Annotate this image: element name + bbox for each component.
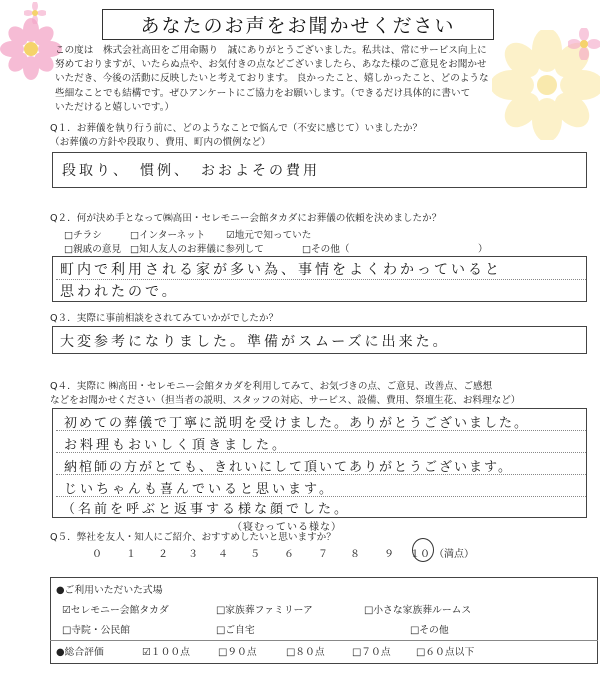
score-option-6[interactable]: ６ <box>284 549 294 560</box>
score-option-5[interactable]: ５ <box>250 549 260 560</box>
venue-option-home[interactable]: □ご自宅 <box>216 625 255 636</box>
rating-option-70[interactable]: □７０点 <box>352 647 391 658</box>
q4-answer-line: （名前を呼ぶと返事する様な顔でした。 <box>62 502 351 517</box>
pink-flower-icon <box>0 18 62 80</box>
q3-question: Q３．実際に事前相談をされてみていかがでしたか？ <box>50 313 279 324</box>
score-option-7[interactable]: ７ <box>318 549 328 560</box>
venue-heading: ●ご利用いただいた式場 <box>56 585 163 596</box>
q2-answer-line: 町内で利用される家が多い為、事情をよくわかっていると <box>60 262 502 278</box>
rating-heading: ●総合評価 <box>56 647 104 658</box>
q2-answer-line: 思われたので。 <box>60 284 179 300</box>
score-option-8[interactable]: ８ <box>350 549 360 560</box>
venue-option-temple[interactable]: □寺院・公民館 <box>62 625 131 636</box>
q1-answer: 段取り、 慣例、 おおよその費用 <box>62 163 320 179</box>
score-option-9[interactable]: ９ <box>384 549 394 560</box>
q2-option-other[interactable]: □その他（ <box>302 244 350 255</box>
q2-other-close: ） <box>478 244 488 255</box>
q2-option-internet[interactable]: □インターネット <box>130 230 206 241</box>
intro-line: この度は 株式会社高田をご用命賜り 誠にありがとうございました。私共は、常にサービス向上に <box>55 45 487 56</box>
q4-answer-line: 初めての葬儀で丁寧に説明を受けました。ありがとうございました。 <box>64 416 530 431</box>
intro-line: いただけると嬉しいです。） <box>55 101 175 113</box>
intro-line: 努めておりますが、いたらぬ点や、お気付きの点などございましたら、あなた様のご意見をお聞かせ <box>55 59 487 71</box>
rating-option-80[interactable]: □８０点 <box>286 647 325 658</box>
score-option-3[interactable]: ３ <box>188 549 198 560</box>
venue-option-takada[interactable]: ☑セレモニー会館タカダ <box>62 605 169 616</box>
intro-line: いただき、今後の活動に反映したいと考えております。 良かったこと、嬉しかったこと、どのような <box>55 73 489 85</box>
selected-score-circle <box>412 538 434 562</box>
q4-question: Q４．実際に ㈱高田・セレモニー会館タカダを利用してみて、お気づきの点、ご意見、改善点、ご感想 <box>50 381 493 392</box>
q1-hint: （お葬儀の方針や段取り、費用、町内の慣例など） <box>50 137 271 148</box>
venue-option-rooms[interactable]: □小さな家族葬ルームス <box>364 605 472 616</box>
pink-flower-right-icon <box>568 28 600 60</box>
rating-option-60-below[interactable]: □６０点以下 <box>416 647 475 658</box>
q2-option-relatives[interactable]: □親戚の意見 <box>64 244 122 255</box>
rating-option-100[interactable]: ☑１００点 <box>142 647 190 658</box>
small-pink-flower-icon <box>24 2 46 24</box>
intro-line: 些細なことでも結構です。ぜひアンケートにご協力をお願いします。（できるだけ具体的に書いて <box>55 87 471 99</box>
score-option-1[interactable]: １ <box>126 549 136 560</box>
score-suffix: （満点） <box>434 549 474 560</box>
score-option-10[interactable]: １０ <box>410 549 430 560</box>
score-option-4[interactable]: ４ <box>218 549 228 560</box>
q2-question: Q２．何が決め手となって㈱高田・セレモニー会館タカダにお葬儀の依頼を決めましたか？ <box>50 213 442 224</box>
q4-hint: などをお聞かせください（担当者の説明、スタッフの対応、サービス、設備、費用、祭壇生花、お料理など） <box>50 395 521 406</box>
q5-question: Q５．弊社を友人・知人にご紹介、おすすめしたいと思いますか？ <box>50 532 336 543</box>
score-option-2[interactable]: ２ <box>158 549 168 560</box>
form-title: あなたのお声をお聞かせください <box>102 9 494 40</box>
q2-option-local[interactable]: ☑地元で知っていた <box>226 230 312 241</box>
venue-option-familia[interactable]: □家族葬ファミリーア <box>216 605 313 616</box>
q1-question: Q１．お葬儀を執り行う前に、どのようなことで悩んで（不安に感じて）いましたか？ <box>50 123 423 134</box>
divider <box>50 640 598 641</box>
intro-paragraph <box>55 44 560 115</box>
venue-option-other[interactable]: □その他 <box>410 625 449 636</box>
q2-option-attended[interactable]: □知人友人のお葬儀に参列して <box>130 244 264 255</box>
score-option-0[interactable]: ０ <box>92 549 102 560</box>
q4-answer-note: （寝むっている様な） <box>232 522 342 533</box>
q3-answer: 大変参考になりました。準備がスムーズに出来た。 <box>60 334 450 350</box>
rating-option-90[interactable]: □９０点 <box>218 647 257 658</box>
q4-answer-line: お料理もおいしく頂きました。 <box>64 438 289 453</box>
q4-answer-line: 納棺師の方がとても、きれいにして頂いてありがとうございます。 <box>64 460 513 475</box>
q2-option-flyer[interactable]: □チラシ <box>64 230 102 241</box>
q4-answer-line: じいちゃんも喜んでいると思います。 <box>64 482 335 497</box>
